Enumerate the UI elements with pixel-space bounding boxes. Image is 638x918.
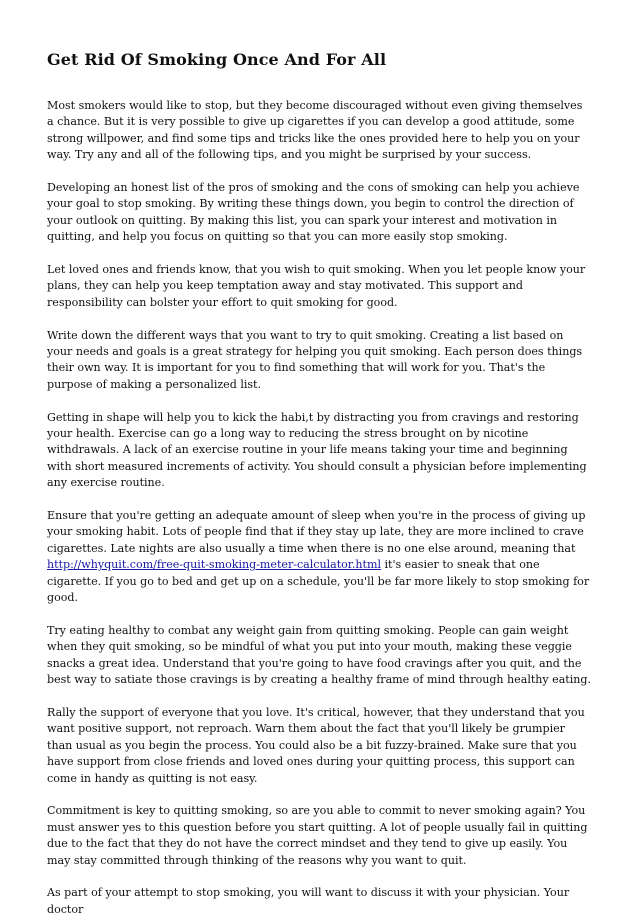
- paragraph-write-down-ways: Write down the different ways that you want to try to quit smoking. Creating a list based on your needs and goals is a great strategy for helping you quit smoking. Each person does things their own way. It is important for you to find something that will work for you. That's the purpose of making a personalized list.: [47, 328, 583, 391]
- paragraph-physician: As part of your attempt to stop smoking, you will want to discuss it with your physician. Your doctor: [47, 886, 570, 916]
- paragraph-intro: Most smokers would like to stop, but they become discouraged without even giving themselves a chance. But it is very possible to give up cigarettes if you can develop a good attitude, some strong willpower, and find some tips and tricks like the ones provided here to help you on your way. Try any and all of the following tips, and you might be surprised by your success.: [47, 99, 583, 162]
- paragraph-rally-support: Rally the support of everyone that you love. It's critical, however, that they understand that you want positive support, not reproach. Warn them about the fact that you'll likely be grumpier than usual as you begin the process. You could also be a bit fuzzy-brained. Make sure that you have support from close friends and loved ones during your quitting process, this support can come in handy as quitting is not easy.: [47, 705, 585, 785]
- paragraph-loved-ones: Let loved ones and friends know, that you wish to quit smoking. When you let people know your plans, they can help you keep temptation away and stay motivated. This support and responsibility can bolster your effort to quit smoking for good.: [47, 263, 586, 309]
- paragraph-commitment: Commitment is key to quitting smoking, so are you able to commit to never smoking again? You must answer yes to this question before you start quitting. A lot of people usually fail in quitting due to the fact that they do not have the correct mindset and they tend to give up easily. You may stay committed through thinking of the reasons why you want to quit.: [47, 804, 588, 867]
- paragraph-pros-cons-list: Developing an honest list of the pros of smoking and the cons of smoking can help you achieve your goal to stop smoking. By writing these things down, you begin to control the direction of your outlook on quitting. By making this list, you can spark your interest and motivation in quitting, and help you focus on quitting so that you can more easily stop smoking.: [47, 181, 580, 244]
- paragraph-sleep: [47, 508, 592, 606]
- paragraph-exercise: Getting in shape will help you to kick the habi,t by distracting you from cravings and restoring your health. Exercise can go a long way to reducing the stress brought on by nicotine withdrawals. A lack of an exercise routine in your life means taking your time and beginning with short measured increments of activity. You should consult a physician before implementing any exercise routine.: [47, 410, 587, 490]
- paragraph-eating-healthy: Try eating healthy to combat any weight gain from quitting smoking. People can gain weight when they quit smoking, so be mindful of what you put into your mouth, making these veggie snacks a great idea. Understand that you're going to have food cravings after you quit, and the best way to satiate those cravings is by creating a healthy frame of mind through healthy eating.: [47, 623, 591, 687]
- paragraph-sleep-text-after: it's easier to sneak that one cigarette. If you go to bed and get up on a schedule, you'll be far more likely to stop smoking for good.: [47, 558, 590, 605]
- document-title: Get Rid Of Smoking Once And For All: [47, 50, 387, 69]
- quit-smoking-calculator-link[interactable]: http://whyquit.com/free-quit-smoking-meter-calculator.html: [47, 558, 381, 572]
- paragraph-sleep-text-before: Ensure that you're getting an adequate amount of sleep when you're in the process of giving up your smoking habit. Lots of people find that if they stay up late, they are more inclined to crave cigarettes. Late nights are also usually a time when there is no one else around, meaning that: [47, 509, 586, 555]
